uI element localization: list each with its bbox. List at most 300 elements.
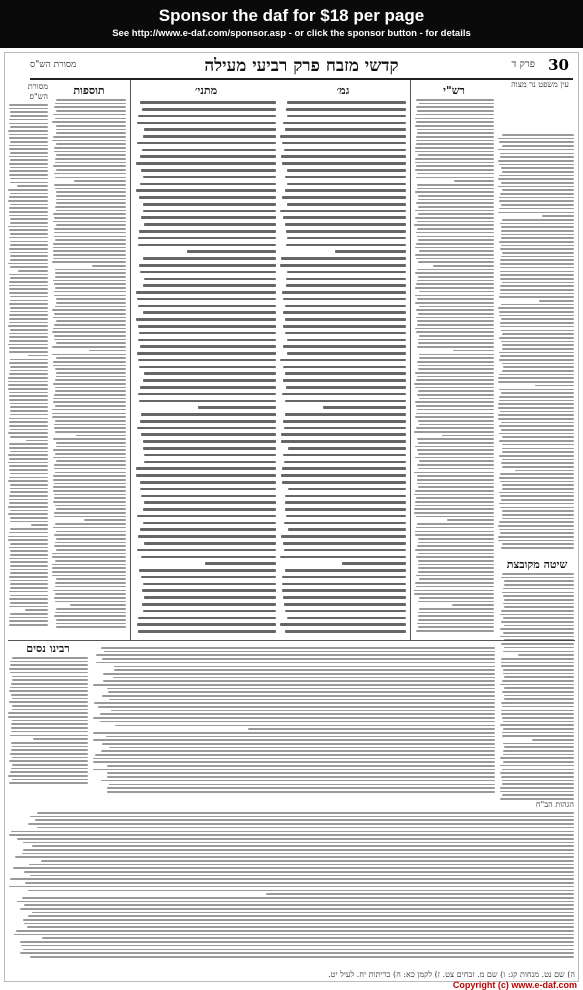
text-line <box>53 449 126 451</box>
text-line <box>499 400 574 402</box>
text-line <box>415 162 494 164</box>
text-line <box>499 241 575 243</box>
text-line <box>417 132 494 134</box>
text-line <box>56 342 126 344</box>
text-line <box>502 514 574 516</box>
text-line <box>8 454 48 456</box>
text-line <box>10 255 48 257</box>
rashi-column <box>414 82 494 637</box>
text-line <box>415 534 494 536</box>
text-line <box>287 101 406 104</box>
text-line <box>109 747 495 749</box>
text-line <box>9 443 48 445</box>
text-line <box>93 717 495 719</box>
text-line <box>136 291 276 294</box>
text-line <box>9 285 48 287</box>
text-line <box>54 173 126 175</box>
text-line <box>284 427 406 430</box>
text-line <box>501 226 574 228</box>
text-line <box>10 661 88 663</box>
text-line <box>9 281 48 283</box>
text-line <box>417 475 494 477</box>
text-line <box>8 344 48 346</box>
text-line <box>144 223 276 226</box>
text-line <box>143 583 276 586</box>
text-line <box>144 278 277 281</box>
text-line <box>9 399 48 401</box>
text-line <box>138 244 276 247</box>
text-line <box>37 827 574 829</box>
text-line <box>9 148 48 150</box>
text-line <box>198 406 276 409</box>
text-line <box>502 252 574 254</box>
text-line <box>287 352 406 355</box>
text-line <box>9 591 48 593</box>
text-line <box>501 422 574 424</box>
text-line <box>55 162 126 164</box>
text-line <box>53 213 126 215</box>
text-line <box>419 306 494 308</box>
text-line <box>107 787 495 789</box>
text-line <box>499 440 574 442</box>
tosafot-lower-block <box>92 645 495 795</box>
text-line <box>418 553 494 555</box>
text-line <box>284 461 406 464</box>
text-line <box>28 890 574 892</box>
text-line <box>141 216 276 219</box>
text-line <box>499 359 574 361</box>
text-line <box>416 243 494 245</box>
text-line <box>55 177 126 179</box>
text-line <box>286 386 406 389</box>
text-line <box>54 236 126 238</box>
text-line <box>417 228 494 230</box>
text-line <box>54 184 126 186</box>
text-line <box>101 750 495 752</box>
text-line <box>53 243 126 245</box>
text-line <box>499 175 574 177</box>
text-line <box>56 531 126 533</box>
text-line <box>109 699 495 701</box>
text-line <box>417 280 494 282</box>
text-line <box>54 516 127 518</box>
rashi-heading: רש"י <box>443 84 465 97</box>
text-line <box>418 420 494 422</box>
text-line <box>9 465 48 467</box>
text-line <box>10 569 48 571</box>
section-divider <box>8 640 575 641</box>
text-line <box>55 390 126 392</box>
text-line <box>107 688 495 690</box>
text-line <box>417 221 494 223</box>
text-line <box>500 156 574 158</box>
text-line <box>52 413 126 415</box>
text-line <box>419 357 495 359</box>
text-line <box>136 189 276 192</box>
text-line <box>9 477 49 479</box>
text-line <box>502 171 574 173</box>
text-line <box>56 460 126 462</box>
text-line <box>417 236 494 238</box>
text-line <box>12 764 88 766</box>
text-line <box>414 512 494 514</box>
text-line <box>9 145 48 147</box>
text-line <box>8 536 48 538</box>
text-line <box>144 372 276 375</box>
text-line <box>9 395 48 397</box>
text-line <box>502 769 574 771</box>
text-line <box>32 912 574 914</box>
text-line <box>415 387 494 389</box>
text-line <box>56 143 126 145</box>
text-line <box>9 425 48 427</box>
text-line <box>23 919 574 921</box>
text-line <box>56 357 126 359</box>
text-line <box>415 272 494 274</box>
text-line <box>29 864 574 866</box>
text-line <box>139 264 276 267</box>
text-line <box>55 387 126 389</box>
text-line <box>137 298 276 301</box>
page-number: 30 <box>548 56 569 74</box>
text-line <box>500 724 574 726</box>
text-line <box>56 442 126 444</box>
text-line <box>143 203 276 206</box>
text-line <box>498 414 574 416</box>
text-line <box>285 128 406 131</box>
text-line <box>53 475 126 477</box>
text-line <box>417 545 494 547</box>
text-line <box>55 560 126 562</box>
text-line <box>416 331 494 333</box>
text-line <box>266 893 574 895</box>
text-line <box>416 136 494 138</box>
text-line <box>500 278 574 280</box>
text-line <box>323 406 406 409</box>
text-line <box>10 370 48 372</box>
text-line <box>53 114 126 116</box>
text-line <box>501 341 574 343</box>
rabbeinu-nissim-column <box>8 640 88 790</box>
text-line <box>499 337 574 339</box>
text-line <box>418 601 494 603</box>
text-line <box>288 488 406 491</box>
text-line <box>9 351 48 353</box>
text-line <box>417 483 494 485</box>
text-line <box>17 901 574 903</box>
text-line <box>54 324 126 326</box>
text-line <box>9 392 48 394</box>
text-line <box>52 140 126 142</box>
text-line <box>342 562 406 565</box>
text-line <box>93 739 495 741</box>
text-line <box>501 204 574 206</box>
text-line <box>415 328 494 330</box>
text-line <box>107 776 495 778</box>
text-line <box>23 949 574 951</box>
text-line <box>9 458 48 460</box>
text-line <box>11 831 574 833</box>
text-line <box>503 728 574 730</box>
text-line <box>415 372 494 374</box>
text-line <box>56 132 126 134</box>
text-line <box>418 468 494 470</box>
text-line <box>10 687 88 689</box>
text-line <box>417 110 494 112</box>
text-line <box>500 153 574 155</box>
text-line <box>415 582 494 584</box>
footnote-references: ה) שם נט. מנחות קג: ו) שם מ. זבחים צט. ז) לקמן כא: ח) כריתות יח. לעיל יט. <box>328 970 575 979</box>
text-line <box>502 780 574 782</box>
text-line <box>415 401 494 403</box>
text-line <box>103 673 495 675</box>
text-line <box>499 164 574 166</box>
text-line <box>144 454 276 457</box>
text-line <box>52 346 126 348</box>
text-line <box>287 339 406 342</box>
text-line <box>415 457 494 459</box>
text-line <box>287 203 406 206</box>
text-line <box>499 315 574 317</box>
text-line <box>10 561 48 563</box>
sponsor-subtitle[interactable]: See http://www.e-daf.com/sponsor.asp - or click the sponsor button - for details <box>112 28 471 39</box>
text-line <box>417 479 494 481</box>
text-line <box>55 601 126 603</box>
text-line <box>92 265 126 267</box>
text-line <box>415 490 494 492</box>
text-line <box>20 941 574 943</box>
text-line <box>502 543 574 545</box>
text-line <box>55 368 126 370</box>
text-line <box>10 580 48 582</box>
text-line <box>416 527 494 529</box>
text-line <box>9 421 48 423</box>
text-line <box>52 553 126 555</box>
text-line <box>98 706 495 708</box>
text-line <box>285 332 406 335</box>
text-line <box>54 427 126 429</box>
text-line <box>143 508 276 511</box>
copyright-link[interactable]: Copyright (c) www.e-daf.com <box>452 980 577 990</box>
text-line <box>10 473 48 475</box>
text-line <box>139 332 276 335</box>
text-line <box>282 196 406 199</box>
mesoret-label: מסורת הש"ס <box>30 60 77 70</box>
text-line <box>518 654 574 656</box>
text-line <box>418 213 494 215</box>
text-line <box>283 379 406 382</box>
text-line <box>286 515 406 518</box>
text-line <box>10 410 48 412</box>
text-line <box>283 366 406 369</box>
text-line <box>23 842 574 844</box>
text-line <box>9 760 88 762</box>
text-line <box>502 488 574 490</box>
text-line <box>17 838 575 840</box>
text-line <box>416 405 494 407</box>
text-line <box>10 193 48 195</box>
gemara-column-right <box>280 82 406 637</box>
text-line <box>285 413 406 416</box>
text-line <box>74 180 126 182</box>
text-line <box>9 196 48 198</box>
text-line <box>287 169 406 172</box>
text-line <box>281 257 406 260</box>
text-line <box>503 754 574 756</box>
text-line <box>9 532 48 534</box>
text-line <box>532 739 574 741</box>
text-line <box>10 517 48 519</box>
text-line <box>501 230 574 232</box>
text-line <box>10 451 48 453</box>
text-line <box>499 503 574 505</box>
text-line <box>24 871 574 873</box>
text-line <box>503 743 574 745</box>
sponsor-banner[interactable] <box>0 0 583 48</box>
text-line <box>280 264 406 267</box>
text-line <box>419 398 494 400</box>
text-line <box>143 522 276 525</box>
text-line <box>8 513 48 515</box>
text-line <box>500 757 574 759</box>
text-line <box>419 103 494 105</box>
text-line <box>55 582 126 584</box>
text-line <box>500 263 574 265</box>
text-line <box>499 455 574 457</box>
text-line <box>9 123 48 125</box>
text-line <box>12 698 88 700</box>
text-line <box>143 440 276 443</box>
text-line <box>417 464 494 466</box>
text-line <box>248 728 495 730</box>
text-line <box>137 623 276 626</box>
text-line <box>9 318 48 320</box>
text-line <box>10 296 48 298</box>
text-line <box>54 483 126 485</box>
text-line <box>502 783 574 785</box>
text-line <box>56 302 126 304</box>
text-line <box>56 538 126 540</box>
text-line <box>103 680 495 682</box>
text-line <box>10 672 88 674</box>
text-line <box>55 118 126 120</box>
text-line <box>30 956 574 958</box>
text-line <box>501 547 574 549</box>
text-line <box>284 603 406 606</box>
text-line <box>10 554 48 556</box>
text-line <box>25 609 48 611</box>
text-line <box>502 134 574 136</box>
text-line <box>11 683 88 685</box>
text-line <box>503 632 574 634</box>
text-line <box>54 232 126 234</box>
text-line <box>419 291 494 293</box>
text-line <box>498 212 574 214</box>
text-line <box>56 320 126 322</box>
mesoret-hashas-column <box>8 82 48 632</box>
text-line <box>56 224 126 226</box>
text-line <box>9 288 48 290</box>
text-line <box>42 937 574 939</box>
text-line <box>93 732 495 734</box>
text-line <box>10 111 48 113</box>
text-line <box>137 352 276 355</box>
text-line <box>10 159 48 161</box>
text-line <box>52 121 126 123</box>
text-line <box>502 436 574 438</box>
text-line <box>10 878 574 880</box>
text-line <box>285 569 406 572</box>
text-line <box>10 266 48 268</box>
text-line <box>53 490 126 492</box>
text-line <box>8 263 48 265</box>
text-line <box>500 791 574 793</box>
text-line <box>499 389 574 391</box>
text-line <box>418 560 494 562</box>
text-line <box>287 183 406 186</box>
text-line <box>454 180 494 182</box>
text-line <box>56 508 126 510</box>
text-line <box>9 108 48 110</box>
text-line <box>285 318 406 321</box>
text-line <box>501 234 574 236</box>
text-line <box>285 508 406 511</box>
text-line <box>415 191 494 193</box>
text-line <box>10 126 48 128</box>
text-line <box>55 420 126 422</box>
text-line <box>288 528 406 531</box>
text-line <box>54 497 126 499</box>
text-line <box>144 461 276 464</box>
text-line <box>54 339 126 341</box>
text-line <box>504 580 574 582</box>
text-line <box>417 623 494 625</box>
text-line <box>416 317 494 319</box>
text-line <box>54 424 126 426</box>
text-line <box>501 237 574 239</box>
text-line <box>30 816 574 818</box>
text-line <box>54 545 126 547</box>
text-line <box>285 610 406 613</box>
text-line <box>416 258 494 260</box>
text-line <box>502 333 574 335</box>
text-line <box>415 158 494 160</box>
text-line <box>53 250 126 252</box>
text-line <box>21 945 574 947</box>
text-line <box>499 425 574 427</box>
text-line <box>30 875 574 877</box>
text-line <box>416 143 494 145</box>
text-line <box>502 459 574 461</box>
text-line <box>283 325 406 328</box>
sponsor-title[interactable]: Sponsor the daf for $18 per page <box>158 6 425 25</box>
text-line <box>503 651 574 653</box>
text-line <box>419 460 494 462</box>
text-line <box>55 505 126 507</box>
text-line <box>499 521 574 523</box>
text-line <box>10 613 48 615</box>
text-line <box>500 765 574 767</box>
text-line <box>416 379 494 381</box>
text-line <box>8 200 48 202</box>
text-line <box>9 886 574 888</box>
text-line <box>418 368 495 370</box>
text-line <box>500 271 574 273</box>
text-line <box>498 407 574 409</box>
text-line <box>502 145 574 147</box>
text-line <box>20 908 574 910</box>
text-line <box>141 556 276 559</box>
